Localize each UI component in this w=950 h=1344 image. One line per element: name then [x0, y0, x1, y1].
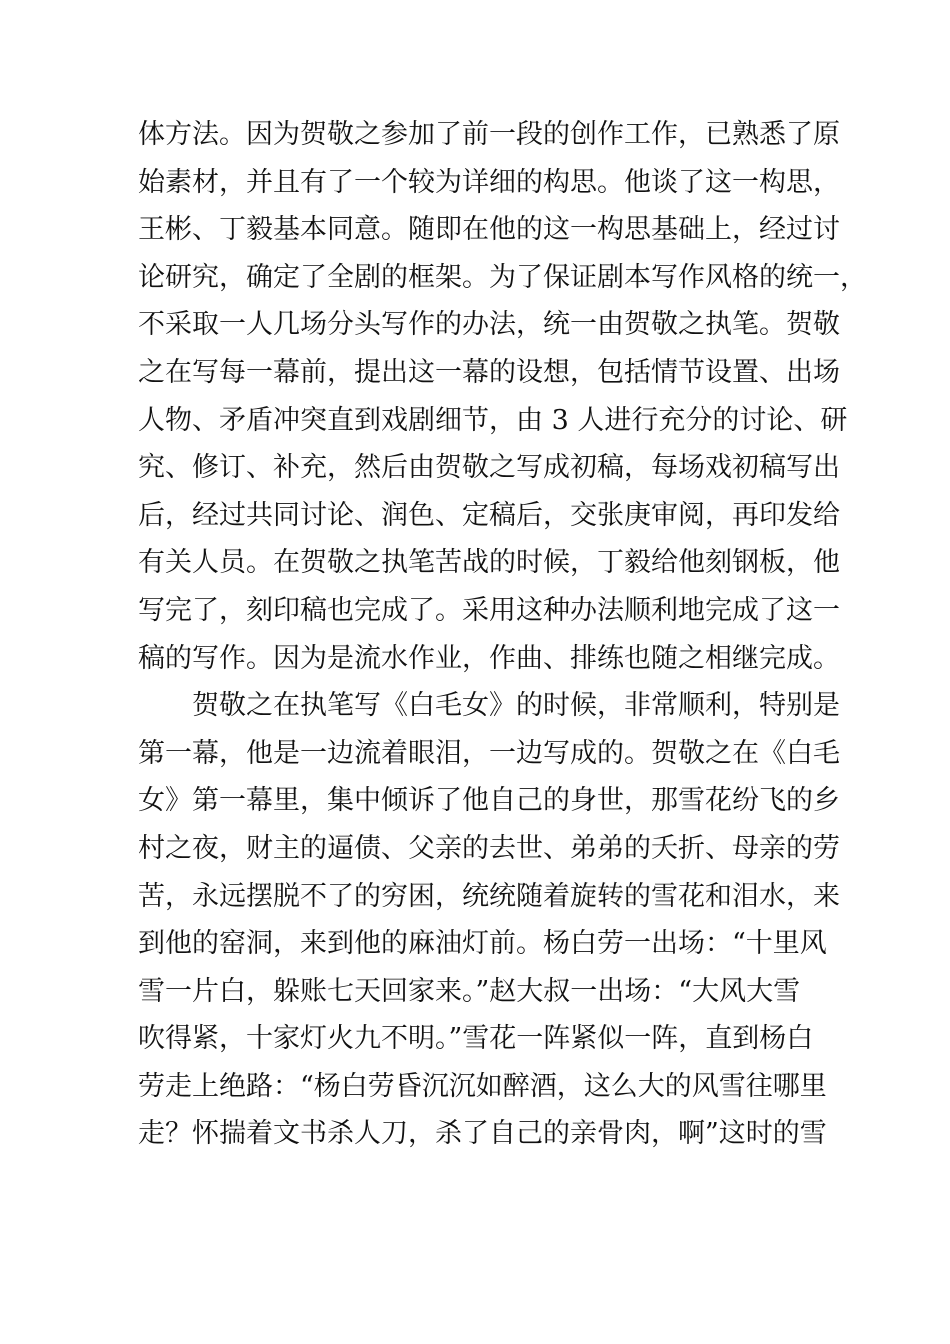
paragraph-2	[138, 682, 840, 1158]
text-line: 到他的窑洞，来到他的麻油灯前。杨白劳一出场：“十里风	[138, 928, 827, 960]
text-line: 第一幕，他是一边流着眼泪，一边写成的。贺敬之在《白毛	[138, 737, 840, 769]
text-line: 村之夜，财主的逼债、父亲的去世、弟弟的夭折、母亲的劳	[138, 832, 840, 864]
text-line: 后，经过共同讨论、润色、定稿后，交张庚审阅，再印发给	[138, 499, 840, 531]
text-line: 贺敬之在执笔写《白毛女》的时候，非常顺利，特别是	[192, 690, 840, 722]
text-line: 苦，永远摆脱不了的穷困，统统随着旋转的雪花和泪水，来	[138, 880, 840, 912]
text-line: 究、修订、补充，然后由贺敬之写成初稿，每场戏初稿写出	[138, 452, 840, 484]
text-line: 稿的写作。因为是流水作业，作曲、排练也随之相继完成。	[138, 642, 840, 674]
text-line: 吹得紧，十家灯火九不明。”雪花一阵紧似一阵，直到杨白	[138, 1023, 814, 1055]
text-line: 人物、矛盾冲突直到戏剧细节，由 3 人进行充分的讨论、研	[138, 404, 848, 436]
text-line: 走？怀揣着文书杀人刀，杀了自己的亲骨肉，啊”这时的雪	[138, 1118, 827, 1150]
text-line: 有关人员。在贺敬之执笔苦战的时候，丁毅给他刻钢板，他	[138, 547, 840, 579]
text-line: 女》第一幕里，集中倾诉了他自己的身世，那雪花纷飞的乡	[138, 785, 840, 817]
text-line: 写完了，刻印稿也完成了。采用这种办法顺利地完成了这一	[138, 594, 840, 626]
text-line: 劳走上绝路：“杨白劳昏沉沉如醉酒，这么大的风雪往哪里	[138, 1070, 827, 1102]
text-line: 论研究，确定了全剧的框架。为了保证剧本写作风格的统一，	[138, 261, 867, 293]
text-line: 始素材，并且有了一个较为详细的构思。他谈了这一构思，	[138, 166, 840, 198]
text-line: 体方法。因为贺敬之参加了前一段的创作工作，已熟悉了原	[138, 119, 840, 150]
text-line: 之在写每一幕前，提出这一幕的设想，包括情节设置、出场	[138, 356, 840, 388]
text-line: 王彬、丁毅基本同意。随即在他的这一构思基础上，经过讨	[138, 214, 840, 246]
paragraph-1	[138, 111, 867, 682]
body-text	[138, 111, 867, 1158]
text-line: 不采取一人几场分头写作的办法，统一由贺敬之执笔。贺敬	[138, 309, 840, 341]
text-line: 雪一片白，躲账七天回家来。”赵大叔一出场：“大风大雪	[138, 975, 801, 1007]
